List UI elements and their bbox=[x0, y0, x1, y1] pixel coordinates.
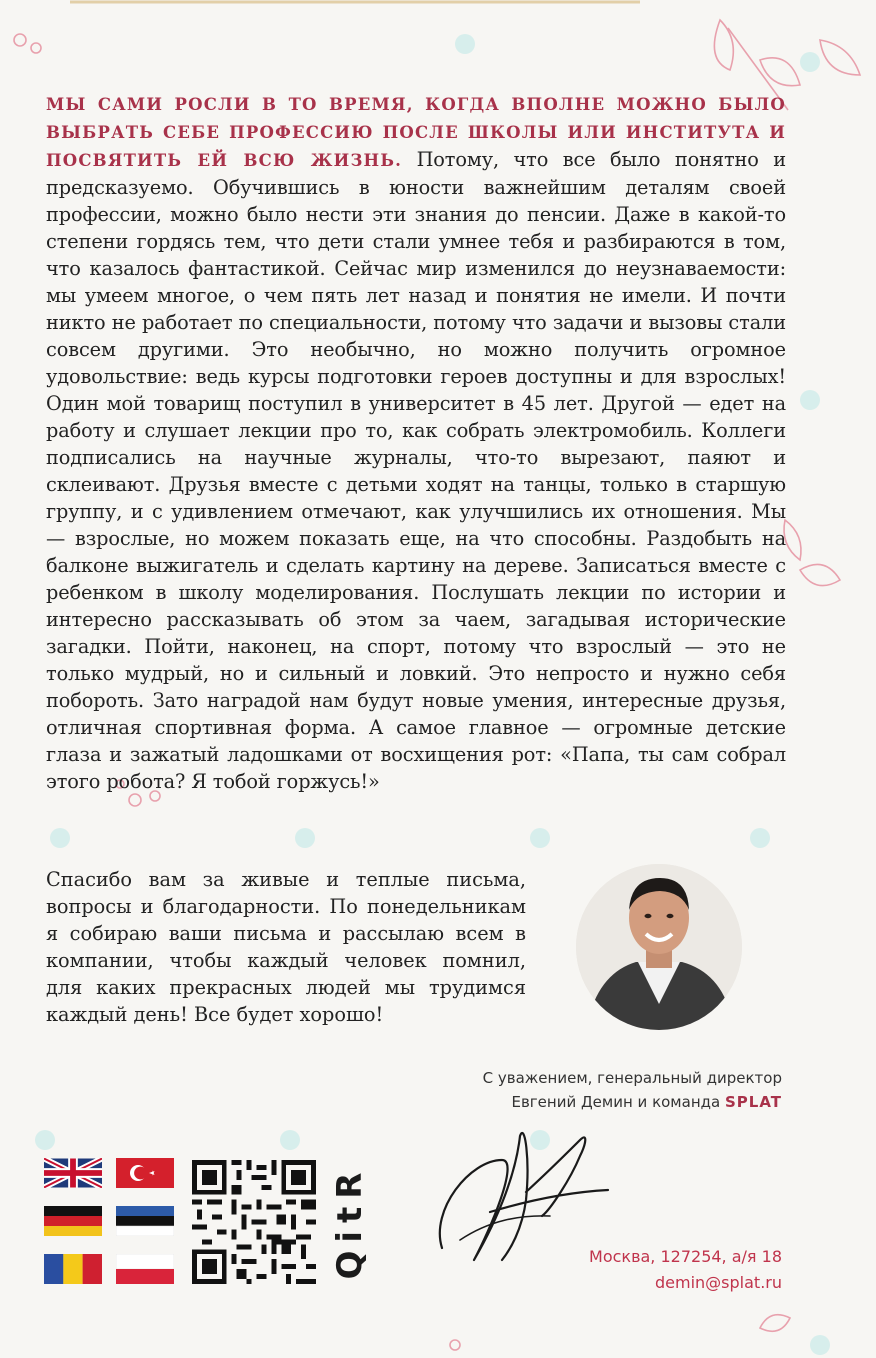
postal-address: Москва, 127254, а/я 18 bbox=[589, 1247, 782, 1266]
poland-flag bbox=[116, 1254, 174, 1284]
signoff-line1: С уважением, генеральный директор bbox=[482, 1069, 782, 1087]
address-block bbox=[589, 1244, 782, 1296]
letter-main-text bbox=[46, 90, 786, 795]
letter-body: Потому, что все было понятно и предсказуемо. Обучившись в юности важнейшим деталям своей профессии, можно было нести эти знания до пенсии. Даже в какой-то степени гордясь тем, что дети стали умнее тебя и разбираются в том, что казалось фантастикой. Сейчас мир изменился до неузнаваемости: мы умеем многое, о чем пять лет назад и понятия не имели. И почти никто не работает по специальности, потому что задачи и вызовы стали совсем другими. Это необычно, но можно получить огромное удовольствие: ведь курсы подготовки героев доступны и для взрослых! Один мой товарищ поступил в университет в 45 лет. Другой — едет на работу и слушает лекции про то, как собрать электромобиль. Коллеги подписались на научные журналы, что-то вырезают, паяют и склеивают. Друзья вместе с детьми ходят на танцы, только в старшую группу, и с удивлением отмечают, как улучшились их отношения. Мы — взрослые, но можем показать еще, на что способны. Раздобыть на балконе выжигатель и сделать картину на дереве. Записаться вместе с ребенком в школу моделирования. Послушать лекции по истории и интересно рассказывать об этом за чаем, загадывая исторические загадки. Пойти, наконец, на спорт, потому что взрослый — это не только мудрый, но и сильный и ловкий. Это непросто и нужно себя побороть. Зато наградой нам будут новые умения, интересные друзья, отличная спортивная форма. А самое главное — огромные детские глаза и зажатый ладошками от восхищения рот: «Папа, ты сам собрал этого робота? Я тобой горжусь!» bbox=[46, 148, 786, 793]
director-photo bbox=[576, 864, 742, 1030]
signoff-name: Евгений Демин и команда bbox=[511, 1093, 721, 1111]
uk-flag bbox=[44, 1158, 102, 1188]
romania-flag bbox=[44, 1254, 102, 1284]
qr-code[interactable] bbox=[192, 1160, 316, 1284]
qitr-logo-text: QitR bbox=[330, 1164, 370, 1280]
signoff bbox=[483, 1066, 782, 1114]
turkey-flag bbox=[116, 1158, 174, 1188]
letter-lead: МЫ САМИ РОСЛИ В ТО ВРЕМЯ, КОГДА ВПОЛНЕ МОЖНО БЫЛО ВЫБРАТЬ СЕБЕ ПРОФЕССИЮ ПОСЛЕ ШКОЛЫ ИЛИ ИНСТИТУТА И ПОСВЯТИТЬ ЕЙ ВСЮ ЖИЗНЬ. bbox=[46, 95, 786, 170]
portrait-illustration bbox=[576, 864, 742, 1030]
thanks-paragraph: Спасибо вам за живые и теплые письма, вопросы и благодарности. По понедельникам я собираю ваши письма и рассылаю всем в компании, чтобы каждый человек помнил, для каких прекрасных людей мы трудимся каждый день! Все будет хорошо! bbox=[46, 868, 526, 1026]
signature bbox=[430, 1120, 610, 1270]
splat-brand: SPLAT bbox=[724, 1093, 782, 1111]
signoff-line2 bbox=[483, 1090, 782, 1114]
email-address[interactable]: demin@splat.ru bbox=[655, 1273, 782, 1292]
germany-flag bbox=[44, 1206, 102, 1236]
estonia-flag bbox=[116, 1206, 174, 1236]
qitr-logo bbox=[330, 1160, 370, 1284]
